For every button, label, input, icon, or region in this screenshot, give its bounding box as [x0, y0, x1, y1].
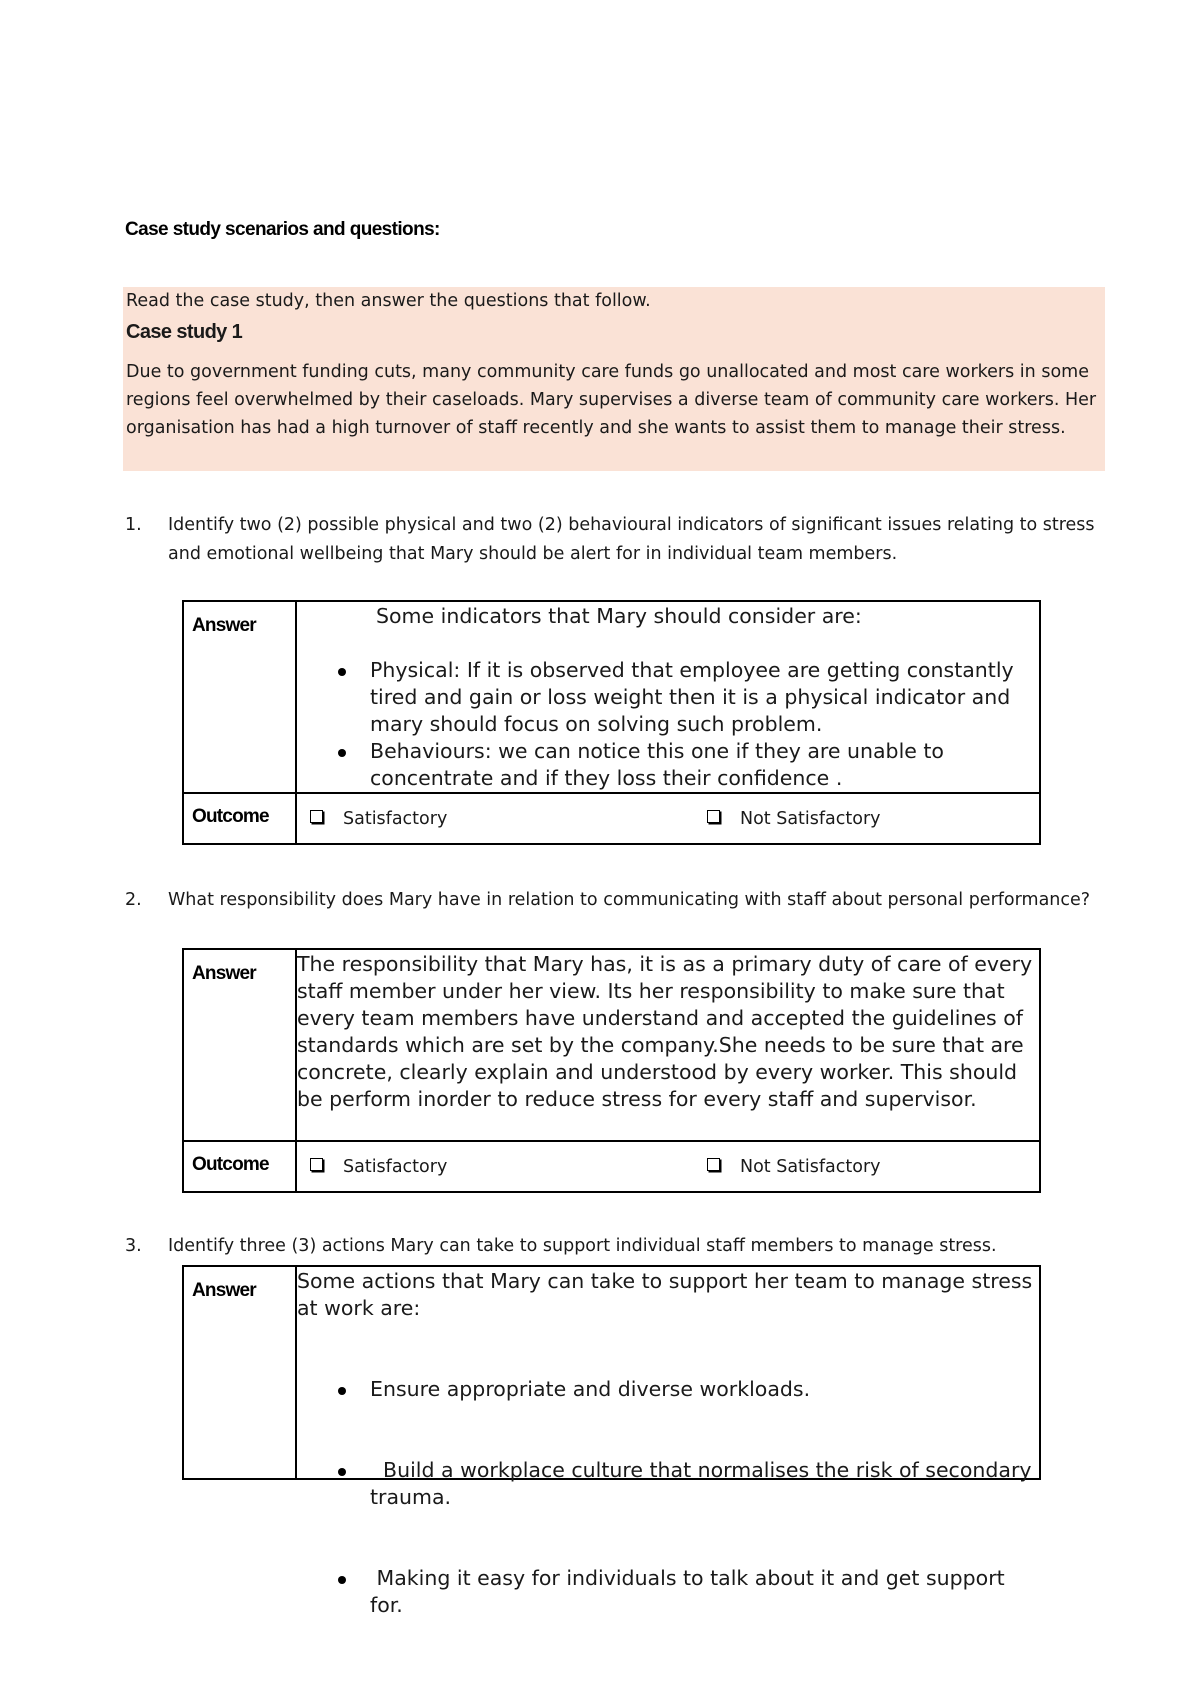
- answer-intro: Some actions that Mary can take to support her team to manage stress at work are:: [297, 1269, 1033, 1320]
- question-3: [125, 1232, 1095, 1261]
- question-text: Identify two (2) possible physical and two (2) behavioural indicators of significant issues relating to stress and emotional wellbeing that Mary should be alert for in individual team members.: [168, 515, 1095, 564]
- case-instruction: Read the case study, then answer the questions that follow.: [126, 291, 651, 311]
- answer-label: Answer: [184, 950, 297, 1140]
- question-number: 1.: [125, 515, 142, 535]
- outcome-row: [184, 1140, 1039, 1193]
- question-2: [125, 886, 1095, 915]
- checkbox-icon[interactable]: [707, 1158, 720, 1171]
- case-study-body: Due to government funding cuts, many community care funds go unallocated and most care workers in some regions feel overwhelmed by their caseloads. Mary supervises a diverse team of community care workers. Her organisation has had a high turnover of staff recently and she wants to assist them to manage their stress.: [126, 362, 1097, 438]
- answer-bullet: Behaviours: we can notice this one if they are unable to concentrate and if they loss their confidence .: [297, 738, 1037, 792]
- outcome-label: Outcome: [184, 1142, 297, 1193]
- answer-bullet-list: [297, 657, 1037, 792]
- checkbox-icon[interactable]: [310, 1158, 323, 1171]
- question-number: 3.: [125, 1236, 142, 1256]
- page-heading: Case study scenarios and questions:: [125, 219, 440, 240]
- answer-bullet: Making it easy for individuals to talk about it and get support for.: [297, 1565, 1037, 1619]
- question-2-table: [182, 948, 1041, 1193]
- answer-row: [184, 602, 1039, 792]
- not-satisfactory-option[interactable]: [707, 1154, 881, 1181]
- not-satisfactory-label: Not Satisfactory: [740, 1157, 881, 1177]
- outcome-label: Outcome: [184, 794, 297, 845]
- question-number: 2.: [125, 890, 142, 910]
- question-1-table: [182, 600, 1041, 845]
- question-1: [125, 511, 1095, 568]
- satisfactory-label: Satisfactory: [343, 809, 448, 829]
- answer-bullet: Ensure appropriate and diverse workloads.: [297, 1376, 1037, 1403]
- answer-intro: Some indicators that Mary should consider are:: [376, 604, 862, 628]
- answer-cell[interactable]: [297, 1267, 1039, 1617]
- checkbox-icon[interactable]: [310, 810, 323, 823]
- question-text: Identify three (3) actions Mary can take to support individual staff members to manage stress.: [168, 1236, 997, 1256]
- satisfactory-label: Satisfactory: [343, 1157, 448, 1177]
- answer-text: The responsibility that Mary has, it is as a primary duty of care of every staff member under her view. Its her responsibility to make sure that every team members have understand and accepted the guidelines of standards which are set by the company.She needs to be sure that are concrete, clearly explain and understood by every worker. This should be perform inorder to reduce stress for every staff and supervisor.: [297, 952, 1033, 1111]
- outcome-row: [184, 792, 1039, 845]
- case-study-title: Case study 1: [126, 321, 243, 343]
- checkbox-icon[interactable]: [707, 810, 720, 823]
- satisfactory-option[interactable]: [310, 806, 447, 833]
- outcome-cell: [297, 794, 1039, 845]
- satisfactory-option[interactable]: [310, 1154, 447, 1181]
- answer-cell[interactable]: [297, 950, 1039, 1140]
- answer-label: Answer: [184, 602, 297, 792]
- question-text: What responsibility does Mary have in relation to communicating with staff about personal performance?: [168, 890, 1091, 910]
- answer-cell[interactable]: [297, 602, 1039, 792]
- not-satisfactory-option[interactable]: [707, 806, 881, 833]
- question-3-table: [182, 1265, 1041, 1617]
- case-study-box: [123, 287, 1105, 471]
- answer-bullet: Physical: If it is observed that employee are getting constantly tired and gain or loss weight then it is a physical indicator and mary should focus on solving such problem.: [297, 657, 1037, 738]
- outcome-cell: [297, 1142, 1039, 1193]
- answer-bullet-list: [297, 1322, 1037, 1673]
- not-satisfactory-label: Not Satisfactory: [740, 809, 881, 829]
- answer-label: Answer: [184, 1267, 297, 1478]
- answer-row: [184, 950, 1039, 1140]
- answer-bullet: Build a workplace culture that normalises the risk of secondary trauma.: [297, 1457, 1037, 1511]
- answer-row: [184, 1267, 1039, 1617]
